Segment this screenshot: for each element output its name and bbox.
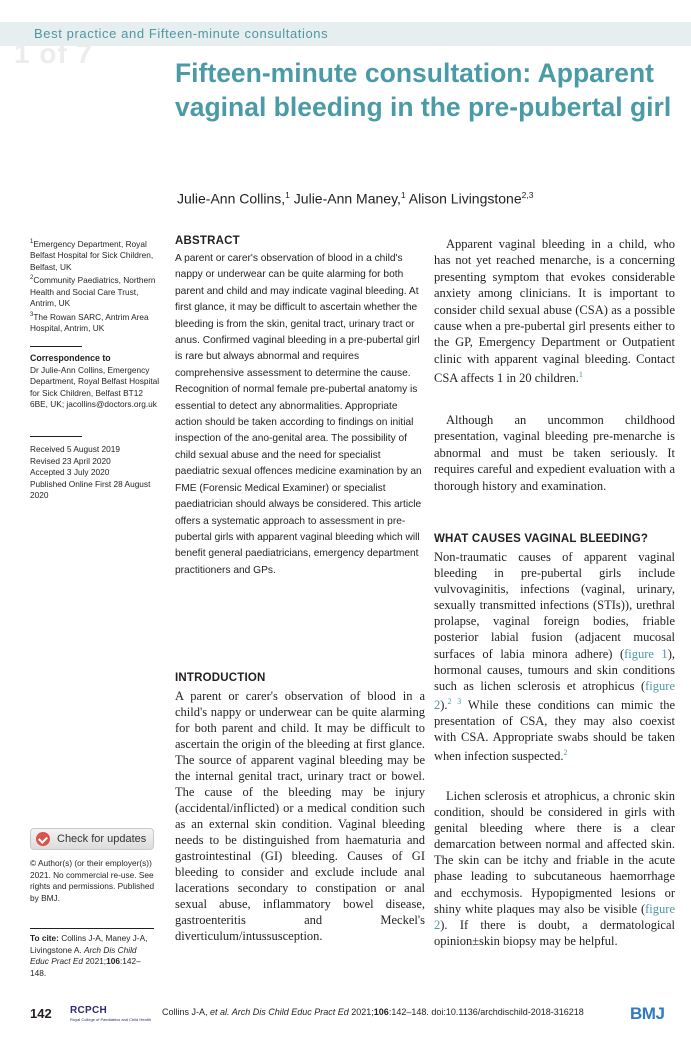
figure-link[interactable]: figure 2 (434, 901, 675, 932)
author-affiliation-ref: 1 (400, 190, 406, 200)
correspondence-heading: Correspondence to (30, 353, 111, 363)
rcpch-logo-subtitle: Royal College of Paediatrics and Child Health (70, 1017, 151, 1022)
introduction-heading: INTRODUCTION (175, 672, 266, 684)
check-for-updates-label: Check for updates (57, 833, 147, 845)
introduction-text: A parent or carer's observation of blood in a child's nappy or underwear can be quite alarming for both parent and child. It may be difficult to ascertain the origin of the bleeding at first glance. The source of apparent vaginal bleeding may be the internal genital tract, urinary tract or bowel. The cause of the bleeding may be injury (accidental/inflicted) or a medical condition such as an external skin condition. Vaginal bleeding needs to be distinguished from haematuria and gastrointestinal (GI) bleeding. Causes of GI bleeding to consider and exclude include anal lacerations secondary to constipation or anal sexual abuse, inflammatory bowel disease, gastroenteritis and Meckel's diverticulum/intussusception. (175, 689, 425, 943)
citation-box: To cite: Collins J-A, Maney J-A, Livingstone A. Arch Dis Child Educ Pract Ed 2021;106:142–148. (30, 928, 154, 979)
affiliation: $^2$Community Paediatrics, Northern Health and Social Care Trust, Antrim, UK (30, 275, 156, 309)
reference-link[interactable]: 2 (563, 748, 568, 758)
date-revised: Revised 23 April 2020 (30, 455, 111, 466)
author-name: Alison Livingstone (405, 190, 522, 207)
body-paragraph: Lichen sclerosis et atrophicus, a chronic skin condition, should be considered in girls with genital bleeding where there is a clear demarcation between normal and affected skin. The skin can be itchy and friable in the acute phase leading to subcutaneous haemorrhage and ecchymosis. Hypopigmented lesions or shiny white plaques may also be visible (figure 2). If there is doubt, a dermatological opinion±skin biopsy may be helpful. (434, 789, 675, 948)
author-name: Julie-Ann Maney, (289, 190, 401, 207)
abstract-heading: ABSTRACT (175, 235, 240, 247)
divider (30, 436, 82, 437)
check-updates-icon (36, 832, 50, 846)
author-affiliation-ref: 2,3 (521, 190, 534, 200)
date-accepted: Accepted 3 July 2020 (30, 467, 110, 477)
cite-heading: To cite: (30, 933, 59, 943)
abstract-text: A parent or carer's observation of blood in a child's nappy or underwear can be quite alarming for both parent and child and may indicate vaginal bleeding. At first glance, it may be difficult to ascertain whether the bleeding is from the skin, genital tract, urinary tract or anus. Confirmed vaginal bleeding in a pre-pubertal girl is rare but always abnormal and requires comprehensive assessment to determine the cause. Recognition of normal female pre-pubertal anatomy is essential to detect any abnormalities. Appropriate action should be taken according to findings on initial inspection of the ano-genital area. The possibility of child sexual abuse and the need for specialist paediatric sexual offences medicine examination by an FME (Forensic Medical Examiner) or specialist paediatrician should always be considered. This article offers a systematic approach to assessment in pre-pubertal girls with apparent vaginal bleeding which will benefit general paediatricians, emergency department practitioners and GPs. (175, 253, 422, 576)
page-number: 142 (30, 1006, 52, 1021)
article-title: Fifteen-minute consultation: Apparent vaginal bleeding in the pre-pubertal girl (175, 58, 672, 122)
figure-link[interactable]: figure 1 (624, 646, 668, 661)
correspondence (30, 353, 160, 411)
copyright-notice: © Author(s) (or their employer(s)) 2021. No commercial re-use. See rights and permissions. Published by BMJ. (30, 858, 155, 903)
divider (30, 346, 82, 347)
cite-journal: Arch Dis Child Educ Pract Ed (30, 944, 137, 966)
body-paragraph: Apparent vaginal bleeding in a child, who has not yet reached menarche, is a concerning presenting symptom that evokes considerable anxiety among clinicians. It is important to consider child sexual abuse (CSA) as a possible cause when a pre-pubertal girl presents either to the GP, Emergency Department or Outpatient clinic with apparent vaginal bleeding. Contact CSA affects 1 in 20 children.$^1$ (434, 237, 675, 386)
affiliations (30, 237, 160, 334)
bmj-logo: BMJ (630, 1004, 665, 1023)
date-received: Received 5 August 2019 (30, 444, 120, 454)
section-heading: WHAT CAUSES VAGINAL BLEEDING? (434, 533, 649, 545)
reference-link[interactable]: 2 3 (447, 696, 462, 706)
affiliation: $^1$Emergency Department, Royal Belfast Hospital for Sick Children, Belfast, UK (30, 238, 154, 272)
check-for-updates-button[interactable] (30, 828, 154, 850)
author-list (177, 190, 677, 207)
affiliation: $^3$The Rowan SARC, Antrim Area Hospital, Antrim, UK (30, 311, 149, 333)
author-affiliation-ref: 1 (285, 190, 290, 200)
author-name: Julie-Ann Collins, (177, 190, 286, 207)
page-of-watermark: 1 of 7 (14, 38, 94, 69)
figure-link[interactable]: figure 2 (434, 678, 675, 712)
body-paragraph: Non-traumatic causes of apparent vaginal bleeding in pre-pubertal girls include vulvovaginitis, infections (vaginal, urinary, sexually transmitted infections (STIs)), urethral prolapse, vaginal foreign bodies, friable posterior labial fusion (adjacent mucosal surfaces of labia minora adhere) (figure 1), hormonal causes, tumours and skin conditions such as lichen sclerosis et atrophicus (figure 2).$^{2 3}$ While these conditions can mimic the presentation of CSA, they may also coexist with CSA. Appropriate swabs should be taken when infection suspected.$^2$ (434, 550, 676, 764)
footer-citation: Collins J-A, et al. Arch Dis Child Educ Pract Ed 2021;106:142–148. doi:10.1136/archdischild-2018-316218 (162, 1007, 584, 1017)
correspondence-address: Dr Julie-Ann Collins, Emergency Department, Royal Belfast Hospital for Sick Children, Belfast BT12 6BE, UK; jacollins@doctors.org.uk (30, 364, 160, 409)
reference-link[interactable]: 1 (578, 370, 583, 380)
section-label: Best practice and Fifteen-minute consultations (34, 26, 329, 41)
article-dates (30, 444, 160, 502)
body-paragraph: Although an uncommon childhood presentation, vaginal bleeding pre-menarche is abnormal and must be taken seriously. It requires careful and expedient evaluation with a thorough history and examination. (434, 413, 675, 493)
date-published: Published Online First 28 August 2020 (30, 478, 151, 500)
rcpch-logo: RCPCH (70, 1005, 108, 1016)
